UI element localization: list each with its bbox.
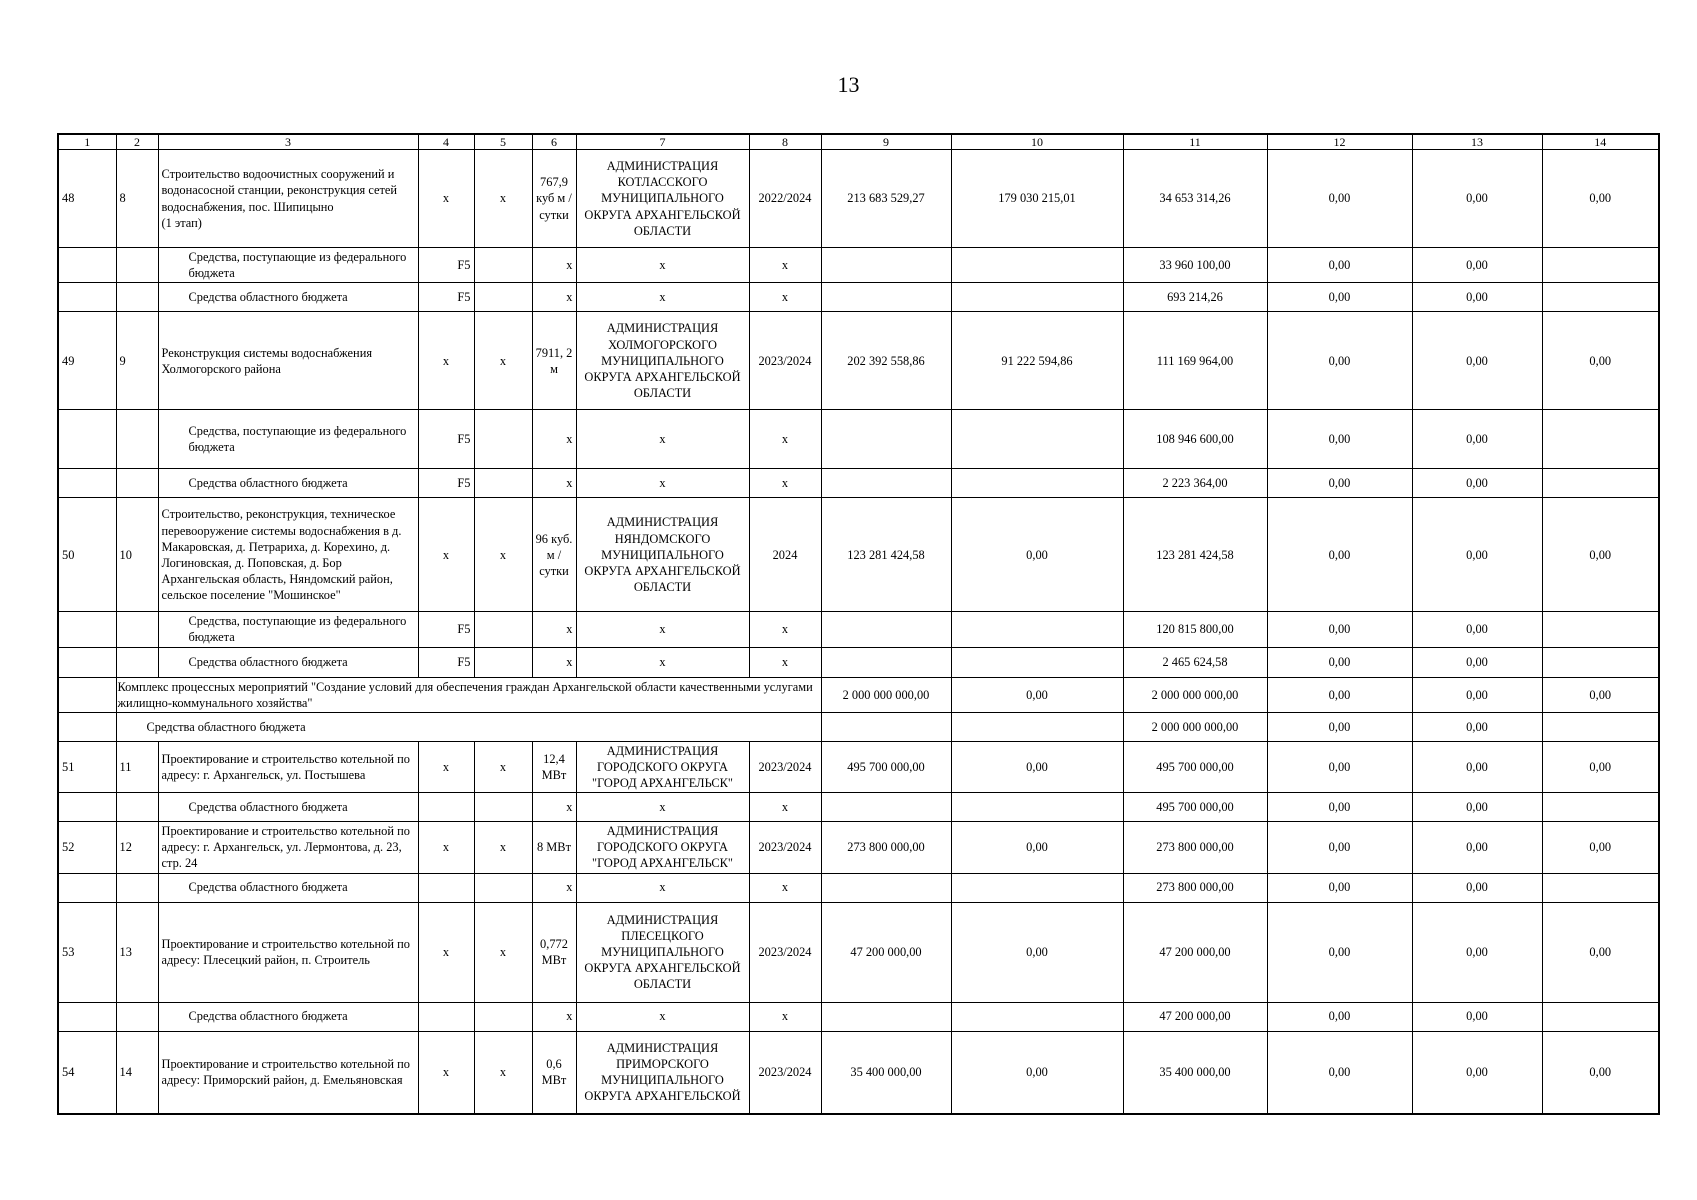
table-cell: 273 800 000,00 <box>1123 822 1267 873</box>
table-cell <box>58 712 116 741</box>
table-cell <box>821 410 951 469</box>
table-cell: 53 <box>58 902 116 1002</box>
funding-source-cell: Средства областного бюджета <box>116 712 821 741</box>
table-cell: 0,00 <box>1412 741 1542 792</box>
table-cell: х <box>532 469 576 498</box>
table-cell <box>474 793 532 822</box>
column-number-header: 8 <box>749 134 821 150</box>
table-cell: 9 <box>116 312 158 410</box>
column-number-header: 12 <box>1267 134 1412 150</box>
complex-measures-title: Комплекс процессных мероприятий "Создание условий для обеспечения граждан Архангельской области качественными услугами жилищно-коммунального хозяйства" <box>116 677 821 712</box>
column-number-row <box>58 134 1659 150</box>
funding-source-cell: Средства областного бюджета <box>158 1002 418 1031</box>
page-number: 13 <box>837 72 860 97</box>
table-cell <box>1542 1002 1659 1031</box>
table-cell: 0,00 <box>1267 312 1412 410</box>
table-cell: 12,4 МВт <box>532 741 576 792</box>
table-cell: 0,00 <box>1267 822 1412 873</box>
table-cell: х <box>749 1002 821 1031</box>
table-cell <box>474 248 532 283</box>
table-cell <box>821 612 951 647</box>
project-name-cell: Реконструкция системы водоснабжения Холмогорского района <box>158 312 418 410</box>
table-cell <box>418 793 474 822</box>
table-cell <box>58 677 116 712</box>
table-cell <box>951 248 1123 283</box>
table-cell: х <box>576 283 749 312</box>
table-cell: 0,00 <box>1412 902 1542 1002</box>
column-number-header: 10 <box>951 134 1123 150</box>
table-cell: 179 030 215,01 <box>951 150 1123 248</box>
table-cell: 123 281 424,58 <box>1123 498 1267 612</box>
table-cell: 47 200 000,00 <box>1123 902 1267 1002</box>
table-cell: 0,00 <box>1267 498 1412 612</box>
funding-source-cell: Средства, поступающие из федерального бюджета <box>158 612 418 647</box>
column-number-header: 13 <box>1412 134 1542 150</box>
funding-source-cell: Средства областного бюджета <box>158 873 418 902</box>
table-cell <box>58 873 116 902</box>
table-cell: 0,6 МВт <box>532 1031 576 1114</box>
table-cell: 33 960 100,00 <box>1123 248 1267 283</box>
table-cell: 111 169 964,00 <box>1123 312 1267 410</box>
table-cell: 35 400 000,00 <box>1123 1031 1267 1114</box>
table-cell: 0,00 <box>1267 712 1412 741</box>
column-number-header: 6 <box>532 134 576 150</box>
table-cell <box>1542 793 1659 822</box>
table-row <box>58 312 1659 410</box>
table-cell <box>58 248 116 283</box>
table-cell: 0,00 <box>1412 498 1542 612</box>
table-cell: х <box>418 902 474 1002</box>
table-cell: 108 946 600,00 <box>1123 410 1267 469</box>
table-cell: 0,00 <box>1542 822 1659 873</box>
table-cell: 0,00 <box>951 741 1123 792</box>
table-cell <box>951 612 1123 647</box>
table-cell <box>1542 712 1659 741</box>
table-cell: х <box>532 248 576 283</box>
funding-source-cell: Средства областного бюджета <box>158 793 418 822</box>
table-cell <box>1542 283 1659 312</box>
table-cell: х <box>474 1031 532 1114</box>
table-cell: 52 <box>58 822 116 873</box>
project-name-cell: Строительство водоочистных сооружений и водонасосной станции, реконструкция сетей водоснабжения, пос. Шипицыно (1 этап) <box>158 150 418 248</box>
table-cell: 0,00 <box>1542 150 1659 248</box>
table-cell: х <box>576 1002 749 1031</box>
table-cell: 0,00 <box>1412 469 1542 498</box>
table-cell: 0,00 <box>1267 902 1412 1002</box>
table-cell: 2024 <box>749 498 821 612</box>
table-cell: х <box>474 822 532 873</box>
table-row <box>58 1031 1659 1114</box>
table-cell <box>474 283 532 312</box>
table-cell <box>1542 873 1659 902</box>
funding-source-cell: Средства, поступающие из федерального бюджета <box>158 410 418 469</box>
table-cell: 91 222 594,86 <box>951 312 1123 410</box>
table-cell: 0,00 <box>1267 741 1412 792</box>
table-cell: 8 <box>116 150 158 248</box>
table-cell: х <box>576 469 749 498</box>
table-cell: 0,00 <box>951 902 1123 1002</box>
table-cell: 0,00 <box>1412 410 1542 469</box>
table-row <box>58 1002 1659 1031</box>
table-row <box>58 283 1659 312</box>
table-cell: 0,00 <box>1267 469 1412 498</box>
table-cell <box>116 1002 158 1031</box>
funding-source-cell: Средства областного бюджета <box>158 469 418 498</box>
table-cell: 767,9 куб м / сутки <box>532 150 576 248</box>
table-cell: 0,00 <box>1412 283 1542 312</box>
table-cell: 0,00 <box>951 498 1123 612</box>
table-cell: 273 800 000,00 <box>1123 873 1267 902</box>
table-cell: х <box>532 873 576 902</box>
table-cell: F5 <box>418 410 474 469</box>
table-cell: 0,00 <box>951 822 1123 873</box>
table-cell: 13 <box>116 902 158 1002</box>
table-cell: АДМИНИСТРАЦИЯ КОТЛАССКОГО МУНИЦИПАЛЬНОГО ОКРУГА АРХАНГЕЛЬСКОЙ ОБЛАСТИ <box>576 150 749 248</box>
table-cell: х <box>749 469 821 498</box>
table-cell: х <box>532 647 576 677</box>
table-cell: 49 <box>58 312 116 410</box>
table-cell: 48 <box>58 150 116 248</box>
table-cell: х <box>418 312 474 410</box>
table-cell <box>58 647 116 677</box>
table-cell <box>951 410 1123 469</box>
table-cell <box>821 1002 951 1031</box>
funding-source-cell: Средства областного бюджета <box>158 283 418 312</box>
table-cell <box>821 793 951 822</box>
table-cell: 54 <box>58 1031 116 1114</box>
table-cell <box>474 647 532 677</box>
table-cell: 693 214,26 <box>1123 283 1267 312</box>
table-cell: 0,00 <box>1542 902 1659 1002</box>
table-cell <box>58 1002 116 1031</box>
table-cell: х <box>418 741 474 792</box>
table-row <box>58 612 1659 647</box>
table-cell <box>116 248 158 283</box>
table-row <box>58 677 1659 712</box>
table-cell <box>58 793 116 822</box>
table-cell <box>951 873 1123 902</box>
table-row <box>58 822 1659 873</box>
table-cell <box>821 469 951 498</box>
table-cell <box>116 612 158 647</box>
table-cell: х <box>749 793 821 822</box>
table-cell: 0,00 <box>1412 793 1542 822</box>
table-cell: 51 <box>58 741 116 792</box>
table-cell: F5 <box>418 283 474 312</box>
table-cell: F5 <box>418 248 474 283</box>
project-name-cell: Строительство, реконструкция, техническое перевооружение системы водоснабжения в д. Макаровская, д. Петрариха, д. Корехино, д. Логиновская, д. Поповская, д. Бор Архангельская область, Няндомский район, сельское поселение "Мошинское" <box>158 498 418 612</box>
table-cell: 0,00 <box>1267 1002 1412 1031</box>
table-cell: 0,00 <box>1267 283 1412 312</box>
table-cell: 12 <box>116 822 158 873</box>
table-cell: х <box>749 283 821 312</box>
project-name-cell: Проектирование и строительство котельной по адресу: Приморский район, д. Емельяновская <box>158 1031 418 1114</box>
table-cell: 34 653 314,26 <box>1123 150 1267 248</box>
table-cell: 2 000 000 000,00 <box>1123 712 1267 741</box>
table-cell: F5 <box>418 647 474 677</box>
table-cell: 0,00 <box>1267 677 1412 712</box>
table-cell: 0,00 <box>1412 248 1542 283</box>
table-cell: 495 700 000,00 <box>1123 741 1267 792</box>
table-cell: х <box>532 793 576 822</box>
table-cell <box>116 469 158 498</box>
table-cell: 2023/2024 <box>749 741 821 792</box>
table-cell: 35 400 000,00 <box>821 1031 951 1114</box>
table-cell <box>821 647 951 677</box>
table-cell: 495 700 000,00 <box>1123 793 1267 822</box>
table-cell: 0,00 <box>1412 612 1542 647</box>
table-cell <box>1542 410 1659 469</box>
column-number-header: 1 <box>58 134 116 150</box>
table-cell: 0,00 <box>1267 873 1412 902</box>
table-cell: 0,00 <box>951 677 1123 712</box>
table-cell: 495 700 000,00 <box>821 741 951 792</box>
column-number-header: 5 <box>474 134 532 150</box>
column-number-header: 11 <box>1123 134 1267 150</box>
table-cell: х <box>474 741 532 792</box>
table-cell: 0,00 <box>1412 712 1542 741</box>
table-row <box>58 410 1659 469</box>
table-cell: 0,00 <box>1412 873 1542 902</box>
table-row <box>58 902 1659 1002</box>
table-cell <box>951 647 1123 677</box>
table-cell: АДМИНИСТРАЦИЯ ГОРОДСКОГО ОКРУГА "ГОРОД АРХАНГЕЛЬСК" <box>576 741 749 792</box>
table-cell: 8 МВт <box>532 822 576 873</box>
table-cell: 0,00 <box>1412 312 1542 410</box>
table-cell: х <box>532 410 576 469</box>
table-cell: 213 683 529,27 <box>821 150 951 248</box>
table-cell: 2023/2024 <box>749 822 821 873</box>
column-number-header: 7 <box>576 134 749 150</box>
table-cell: АДМИНИСТРАЦИЯ ГОРОДСКОГО ОКРУГА "ГОРОД АРХАНГЕЛЬСК" <box>576 822 749 873</box>
table-cell: х <box>749 873 821 902</box>
table-cell: 0,00 <box>951 1031 1123 1114</box>
table-row <box>58 647 1659 677</box>
table-cell <box>418 1002 474 1031</box>
table-cell: х <box>576 612 749 647</box>
table-cell <box>821 283 951 312</box>
table-cell: 2023/2024 <box>749 902 821 1002</box>
table-cell <box>474 1002 532 1031</box>
table-cell <box>951 283 1123 312</box>
table-cell: х <box>576 793 749 822</box>
table-cell <box>951 1002 1123 1031</box>
table-cell: 2 223 364,00 <box>1123 469 1267 498</box>
table-cell: 0,00 <box>1542 498 1659 612</box>
table-cell: 0,00 <box>1412 822 1542 873</box>
table-cell: х <box>474 902 532 1002</box>
table-cell: 2023/2024 <box>749 1031 821 1114</box>
table-cell: 0,00 <box>1412 1002 1542 1031</box>
table-cell: х <box>576 647 749 677</box>
table-cell: х <box>418 822 474 873</box>
table-cell <box>58 469 116 498</box>
table-cell: F5 <box>418 469 474 498</box>
table-cell: АДМИНИСТРАЦИЯ ПРИМОРСКОГО МУНИЦИПАЛЬНОГО ОКРУГА АРХАНГЕЛЬСКОЙ <box>576 1031 749 1114</box>
table-cell: 273 800 000,00 <box>821 822 951 873</box>
table-cell <box>1542 612 1659 647</box>
table-cell <box>116 793 158 822</box>
table-cell: АДМИНИСТРАЦИЯ ХОЛМОГОРСКОГО МУНИЦИПАЛЬНОГО ОКРУГА АРХАНГЕЛЬСКОЙ ОБЛАСТИ <box>576 312 749 410</box>
table-cell: х <box>532 1002 576 1031</box>
table-cell: х <box>576 248 749 283</box>
column-number-header: 2 <box>116 134 158 150</box>
table-cell: 0,00 <box>1412 1031 1542 1114</box>
table-cell: 0,00 <box>1542 677 1659 712</box>
table-cell <box>1542 469 1659 498</box>
table-cell <box>821 712 951 741</box>
table-cell: 14 <box>116 1031 158 1114</box>
table-cell <box>821 873 951 902</box>
table-row <box>58 793 1659 822</box>
table-cell: 2023/2024 <box>749 312 821 410</box>
column-number-header: 3 <box>158 134 418 150</box>
table-cell: х <box>576 410 749 469</box>
project-name-cell: Проектирование и строительство котельной по адресу: Плесецкий район, п. Строитель <box>158 902 418 1002</box>
table-cell: 0,00 <box>1542 1031 1659 1114</box>
table-cell: 10 <box>116 498 158 612</box>
table-cell: 96 куб. м / сутки <box>532 498 576 612</box>
table-cell: АДМИНИСТРАЦИЯ ПЛЕСЕЦКОГО МУНИЦИПАЛЬНОГО ОКРУГА АРХАНГЕЛЬСКОЙ ОБЛАСТИ <box>576 902 749 1002</box>
table-cell: 0,00 <box>1267 612 1412 647</box>
column-number-header: 9 <box>821 134 951 150</box>
table-cell: F5 <box>418 612 474 647</box>
table-cell <box>474 410 532 469</box>
table-cell: х <box>474 150 532 248</box>
table-row <box>58 873 1659 902</box>
table-cell: 0,00 <box>1267 793 1412 822</box>
table-cell: 120 815 800,00 <box>1123 612 1267 647</box>
table-cell: х <box>418 1031 474 1114</box>
table-cell <box>116 873 158 902</box>
table-cell <box>474 469 532 498</box>
table-cell: 0,00 <box>1267 1031 1412 1114</box>
table-cell <box>58 283 116 312</box>
table-cell: 0,00 <box>1412 150 1542 248</box>
table-cell: х <box>532 283 576 312</box>
table-cell: 47 200 000,00 <box>821 902 951 1002</box>
table-row <box>58 498 1659 612</box>
table-row <box>58 712 1659 741</box>
table-cell: 0,00 <box>1267 150 1412 248</box>
table-cell: 0,00 <box>1542 741 1659 792</box>
table-cell <box>474 612 532 647</box>
table-cell <box>58 612 116 647</box>
project-name-cell: Проектирование и строительство котельной по адресу: г. Архангельск, ул. Постышева <box>158 741 418 792</box>
table-cell: 123 281 424,58 <box>821 498 951 612</box>
table-cell <box>1542 248 1659 283</box>
table-cell <box>951 793 1123 822</box>
table-cell <box>116 410 158 469</box>
table-cell: х <box>474 498 532 612</box>
table-cell: х <box>576 873 749 902</box>
table-cell: 2 000 000 000,00 <box>1123 677 1267 712</box>
table-cell <box>1542 647 1659 677</box>
table-cell: 0,00 <box>1412 677 1542 712</box>
table-cell <box>58 410 116 469</box>
table-row <box>58 741 1659 792</box>
table-cell <box>116 647 158 677</box>
project-name-cell: Проектирование и строительство котельной по адресу: г. Архангельск, ул. Лермонтова, д. 23, стр. 24 <box>158 822 418 873</box>
table-cell: 0,00 <box>1542 312 1659 410</box>
table-cell: 7911, 2 м <box>532 312 576 410</box>
table-cell: х <box>749 410 821 469</box>
table-row <box>58 469 1659 498</box>
funding-source-cell: Средства, поступающие из федерального бюджета <box>158 248 418 283</box>
table-cell <box>951 469 1123 498</box>
table-cell <box>474 873 532 902</box>
budget-table <box>57 133 1660 1115</box>
table-cell: х <box>418 150 474 248</box>
table-cell: х <box>749 647 821 677</box>
table-cell: 0,00 <box>1267 410 1412 469</box>
table-cell: 11 <box>116 741 158 792</box>
table-cell <box>951 712 1123 741</box>
table-cell: 0,772 МВт <box>532 902 576 1002</box>
table-cell: 0,00 <box>1267 647 1412 677</box>
table-cell: 50 <box>58 498 116 612</box>
table-row <box>58 248 1659 283</box>
funding-source-cell: Средства областного бюджета <box>158 647 418 677</box>
table-cell: 2 465 624,58 <box>1123 647 1267 677</box>
table-cell: х <box>749 612 821 647</box>
table-cell: х <box>749 248 821 283</box>
table-cell: х <box>474 312 532 410</box>
table-cell: 0,00 <box>1267 248 1412 283</box>
table-cell: 2 000 000 000,00 <box>821 677 951 712</box>
table-cell: 47 200 000,00 <box>1123 1002 1267 1031</box>
table-cell: х <box>532 612 576 647</box>
table-row <box>58 150 1659 248</box>
column-number-header: 4 <box>418 134 474 150</box>
table-cell <box>116 283 158 312</box>
table-cell <box>821 248 951 283</box>
table-cell: 202 392 558,86 <box>821 312 951 410</box>
table-cell <box>418 873 474 902</box>
column-number-header: 14 <box>1542 134 1659 150</box>
table-cell: АДМИНИСТРАЦИЯ НЯНДОМСКОГО МУНИЦИПАЛЬНОГО ОКРУГА АРХАНГЕЛЬСКОЙ ОБЛАСТИ <box>576 498 749 612</box>
table-cell: 2022/2024 <box>749 150 821 248</box>
table-cell: х <box>418 498 474 612</box>
table-cell: 0,00 <box>1412 647 1542 677</box>
